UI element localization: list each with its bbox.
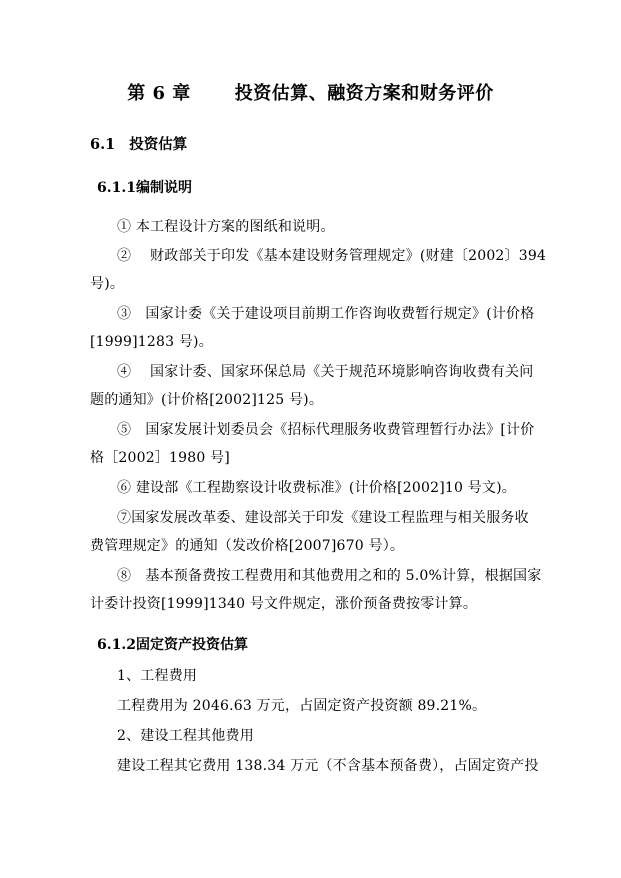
chapter-title: [0, 79, 621, 105]
paragraph-line: ⑦国家发展改革委、建设部关于印发《建设工程监理与相关服务收: [117, 510, 529, 526]
paragraph-line: ⑧ 基本预备费按工程费用和其他费用之和的 5.0%计算，根据国家: [117, 568, 542, 584]
paragraph-line: ⑥ 建设部《工程勘察设计收费标准》(计价格[2002]10 号文)。: [117, 480, 516, 496]
paragraph-line: 建设工程其它费用 138.34 万元（不含基本预备费），占固定资产投: [117, 758, 539, 774]
paragraph-line: 1、工程费用: [117, 668, 198, 684]
paragraph-line: ⑤ 国家发展计划委员会《招标代理服务收费管理暂行办法》[计价: [117, 422, 535, 438]
paragraph-line: ④ 国家计委、国家环保总局《关于规范环境影响咨询收费有关问: [117, 364, 534, 380]
paragraph-line: ① 本工程设计方案的图纸和说明。: [117, 219, 335, 235]
section-heading: [90, 133, 187, 154]
paragraph-line: 工程费用为 2046.63 万元，占固定资产投资额 89.21%。: [117, 698, 487, 714]
section-title: 投资估算: [129, 136, 188, 153]
paragraph-line: 2、建设工程其他费用: [117, 728, 254, 744]
paragraph-line: 格［2002］1980 号]: [90, 450, 230, 466]
chapter-number: 第 6 章: [127, 83, 191, 104]
subsection-heading-fixed-asset: 6.1.2固定资产投资估算: [97, 637, 248, 653]
paragraph-line: ② 财政部关于印发《基本建设财务管理规定》(财建〔2002〕394: [117, 248, 547, 264]
paragraph-line: 计委计投资[1999]1340 号文件规定，涨价预备费按零计算。: [90, 596, 478, 612]
paragraph-line: ③ 国家计委《关于建设项目前期工作咨询收费暂行规定》(计价格: [117, 306, 535, 322]
section-number: 6.1: [90, 136, 116, 153]
paragraph-line: 费管理规定》的通知（发改价格[2007]670 号）。: [90, 538, 405, 554]
paragraph-line: [1999]1283 号)。: [90, 334, 213, 350]
paragraph-line: 题的通知》(计价格[2002]125 号)。: [90, 392, 324, 408]
paragraph-line: 号)。: [90, 276, 125, 292]
subsection-heading-compilation: 6.1.1编制说明: [97, 180, 192, 196]
chapter-name: 投资估算、融资方案和财务评价: [234, 83, 494, 104]
